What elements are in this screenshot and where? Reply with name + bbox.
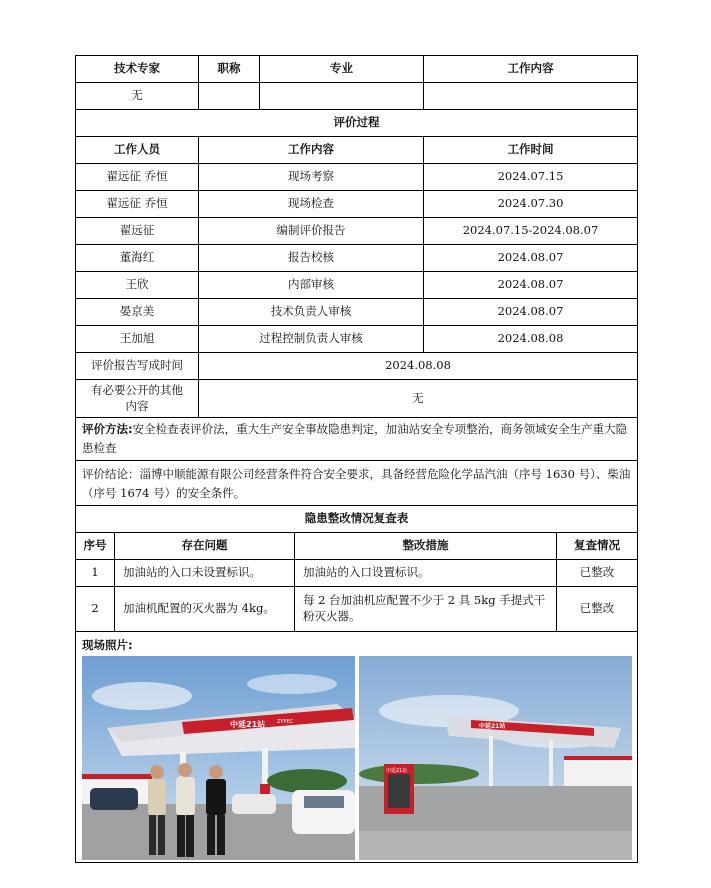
site-photo-station (359, 656, 632, 860)
process-time: 2024.08.07 (423, 245, 637, 271)
public-content-value: 无 (198, 380, 637, 417)
rectification-title-row (76, 506, 637, 533)
rect-problem: 加油机配置的灭火器为 4kg。 (114, 587, 294, 631)
method-label: 评价方法: (82, 422, 133, 436)
process-header-row (76, 137, 637, 164)
rectification-row (76, 560, 637, 587)
process-time: 2024.07.15-2024.08.07 (423, 218, 637, 244)
process-person: 翟远征 (119, 223, 155, 238)
expert-title (198, 83, 259, 109)
rectification-row (76, 587, 637, 632)
method-text: 安全检查表评价法，重大生产安全事故隐患判定，加油站安全专项整治，商务领域安全生产重大隐患检查 (82, 422, 628, 455)
col-work-content: 工作内容 (423, 56, 637, 82)
process-title-row (76, 110, 637, 137)
canopy-sign-text: 中延21站 (230, 720, 266, 729)
rectification-header-row (76, 533, 637, 560)
col-staff: 工作人员 (114, 142, 160, 157)
process-time: 2024.07.15 (423, 164, 637, 190)
col-title: 职称 (198, 56, 259, 82)
process-row (76, 218, 637, 245)
col-status: 复查情况 (556, 533, 637, 559)
col-no: 序号 (83, 538, 107, 553)
rect-measure: 每 2 台加油机应配置不少于 2 具 5kg 手提式干粉灭火器。 (294, 587, 556, 631)
process-task: 现场考察 (198, 164, 423, 190)
photos-label: 现场照片: (82, 638, 133, 652)
process-task: 内部审核 (198, 272, 423, 298)
rect-measure: 加油站的入口设置标识。 (294, 560, 556, 586)
expert-work (423, 83, 637, 109)
entrance-sign-text: 中延21站 (386, 768, 408, 774)
process-task: 编制评价报告 (198, 218, 423, 244)
process-task: 过程控制负责人审核 (198, 326, 423, 352)
rect-status: 已整改 (556, 560, 637, 586)
expert-specialty (259, 83, 423, 109)
process-task: 报告校核 (198, 245, 423, 271)
method-paragraph (82, 420, 631, 458)
rect-problem: 加油站的入口未设置标识。 (114, 560, 294, 586)
process-time: 2024.08.07 (423, 272, 637, 298)
col-measure: 整改措施 (294, 533, 556, 559)
process-person: 晏京美 (119, 304, 155, 319)
process-time: 2024.07.30 (423, 191, 637, 217)
process-row (76, 299, 637, 326)
col-specialty: 专业 (259, 56, 423, 82)
report-time-label: 评价报告写成时间 (91, 358, 183, 373)
process-row (76, 191, 637, 218)
station-canopy-text: 中延21站 (479, 723, 506, 730)
report-time-value: 2024.08.08 (198, 353, 637, 379)
process-person: 董海红 (119, 250, 155, 265)
canopy-sign-sub: ZYPEC (277, 719, 294, 725)
experts-header-row (76, 56, 637, 83)
rect-no: 1 (91, 565, 99, 580)
process-person: 翟远征 乔恒 (106, 169, 168, 184)
method-row (76, 418, 637, 461)
conclusion-text: 评价结论：淄博中顺能源有限公司经营条件符合安全要求，具备经营危险化学品汽油（序号 1630 号）、柴油（序号 1674 号）的安全条件。 (82, 467, 631, 500)
process-task: 现场检查 (198, 191, 423, 217)
col-problem: 存在问题 (114, 533, 294, 559)
process-row (76, 164, 637, 191)
process-time: 2024.08.08 (423, 326, 637, 352)
evaluation-record-sheet (75, 55, 638, 863)
inspectors (148, 763, 226, 857)
site-photo-staff (82, 656, 355, 860)
col-time: 工作时间 (423, 137, 637, 163)
public-content-row (76, 380, 637, 418)
process-row (76, 272, 637, 299)
col-expert: 技术专家 (114, 61, 160, 76)
process-time: 2024.08.07 (423, 299, 637, 325)
rect-status: 已整改 (556, 587, 637, 631)
rect-no: 2 (91, 601, 99, 616)
process-task: 技术负责人审核 (198, 299, 423, 325)
public-content-label: 有必要公开的其他内容 (91, 382, 183, 413)
process-row (76, 326, 637, 353)
expert-name: 无 (131, 88, 143, 103)
process-person: 王欣 (125, 277, 149, 292)
process-title: 评价过程 (333, 115, 380, 130)
conclusion-row (76, 461, 637, 506)
experts-row (76, 83, 637, 110)
process-person: 翟远征 乔恒 (106, 196, 168, 211)
col-task: 工作内容 (198, 137, 423, 163)
process-person: 王加旭 (119, 331, 155, 346)
process-row (76, 245, 637, 272)
rectification-title: 隐患整改情况复查表 (304, 511, 409, 526)
report-time-row (76, 353, 637, 380)
